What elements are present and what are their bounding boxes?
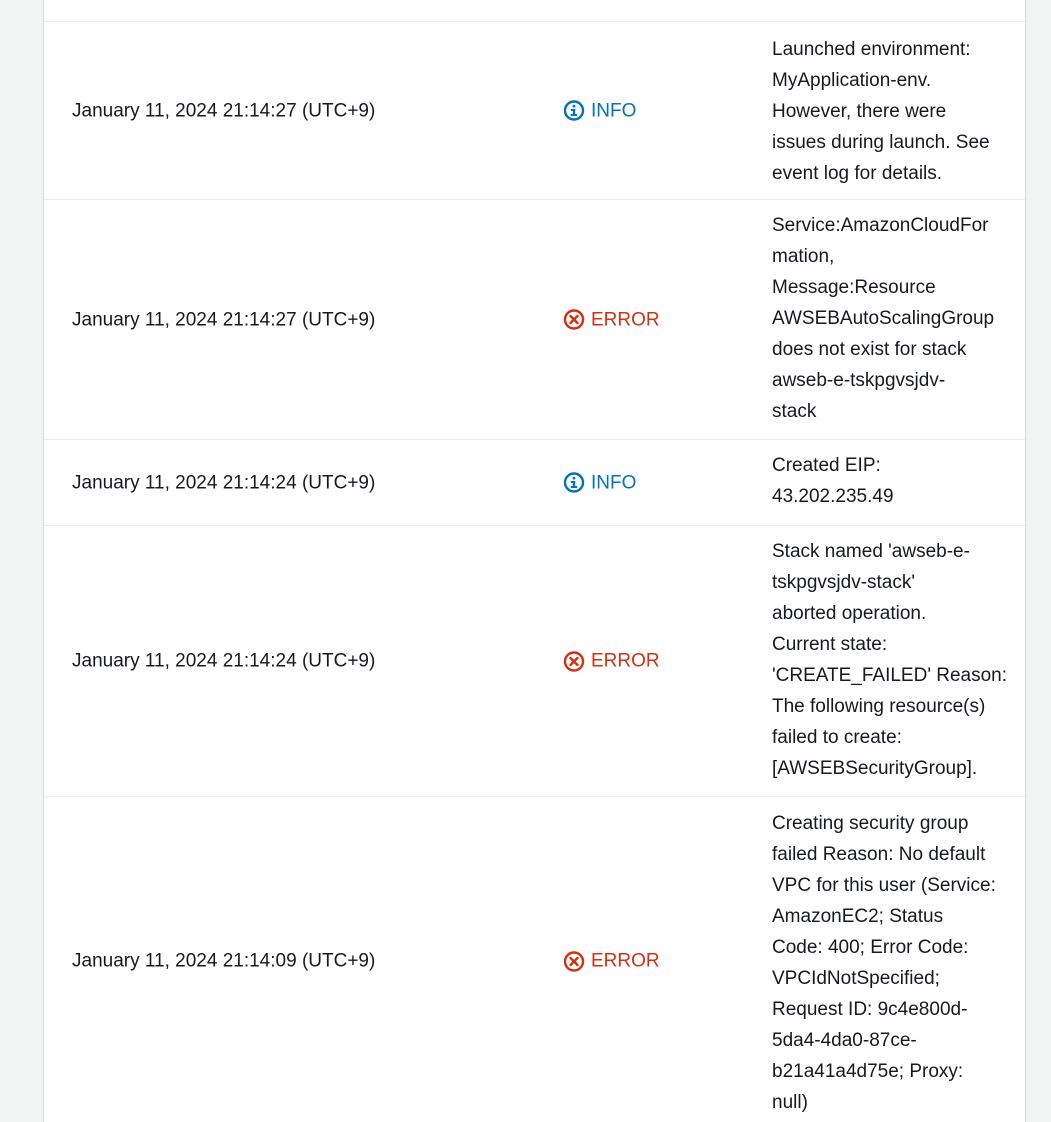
event-details [772,210,1008,427]
event-type-info [562,95,636,126]
details-line: However, there were [772,101,947,122]
details-line: Current state: [772,634,888,655]
details-line: AmazonEC2; Status [772,906,944,927]
details-line: Creating security group [772,813,969,834]
details-line: Stack named 'awseb-e- [772,541,970,562]
details-line: null) [772,1092,808,1113]
table-row [44,22,1025,200]
details-line: MyApplication-env. [772,70,932,91]
details-line: VPCIdNotSpecified; [772,968,940,989]
details-line: failed to create: [772,727,902,748]
event-details [772,34,1008,189]
details-line: Request ID: 9c4e800d- [772,999,968,1020]
event-type-label: INFO [591,472,637,493]
details-line: The following resource(s) [772,696,986,717]
event-details [772,536,1008,784]
event-type-label: ERROR [591,309,660,330]
details-line: Code: 400; Error Code: [772,937,969,958]
details-line: mation, [772,246,835,267]
error-circle-icon [562,949,586,973]
events-table [43,0,1026,1122]
details-line: failed Reason: No default [772,844,986,865]
table-row [44,526,1025,797]
details-line: AWSEBAutoScalingGroup [772,308,995,329]
details-line: Created EIP: [772,455,881,476]
event-time: January 11, 2024 21:14:27 (UTC+9) [72,100,376,121]
table-row-top-partial [44,0,1025,22]
event-time: January 11, 2024 21:14:24 (UTC+9) [72,472,376,493]
event-time: January 11, 2024 21:14:27 (UTC+9) [72,309,376,330]
event-details [772,808,1008,1118]
event-type-label: INFO [591,100,637,121]
info-circle-icon [562,99,586,123]
details-line: Message:Resource [772,277,936,298]
table-row [44,200,1025,440]
event-type-error [562,946,660,977]
details-line: stack [772,401,817,422]
table-row [44,440,1025,526]
details-line: 43.202.235.49 [772,486,894,507]
details-line: does not exist for stack [772,339,967,360]
table-row [44,797,1025,1122]
details-line: Service:AmazonCloudFor [772,215,989,236]
event-time: January 11, 2024 21:14:24 (UTC+9) [72,650,376,672]
event-details [772,450,1008,512]
event-type-label: ERROR [591,650,660,672]
details-line: b21a41a4d75e; Proxy: [772,1061,964,1082]
error-circle-icon [562,308,586,332]
event-type-label: ERROR [591,950,660,972]
details-line: awseb-e-tskpgvsjdv- [772,370,946,391]
event-type-error [562,646,660,677]
details-line: aborted operation. [772,603,927,624]
details-line: issues during launch. See [772,132,990,153]
details-line: event log for details. [772,163,943,184]
details-line: 'CREATE_FAILED' Reason: [772,665,1007,686]
error-circle-icon [562,649,586,673]
details-line: tskpgvsjdv-stack' [772,572,916,593]
event-time: January 11, 2024 21:14:09 (UTC+9) [72,950,376,972]
info-circle-icon [562,471,586,495]
details-line: VPC for this user (Service: [772,875,996,896]
details-line: Launched environment: [772,39,971,60]
details-line: 5da4-4da0-87ce- [772,1030,917,1051]
event-type-error [562,304,660,335]
event-type-info [562,467,636,498]
details-line: [AWSEBSecurityGroup]. [772,758,978,779]
